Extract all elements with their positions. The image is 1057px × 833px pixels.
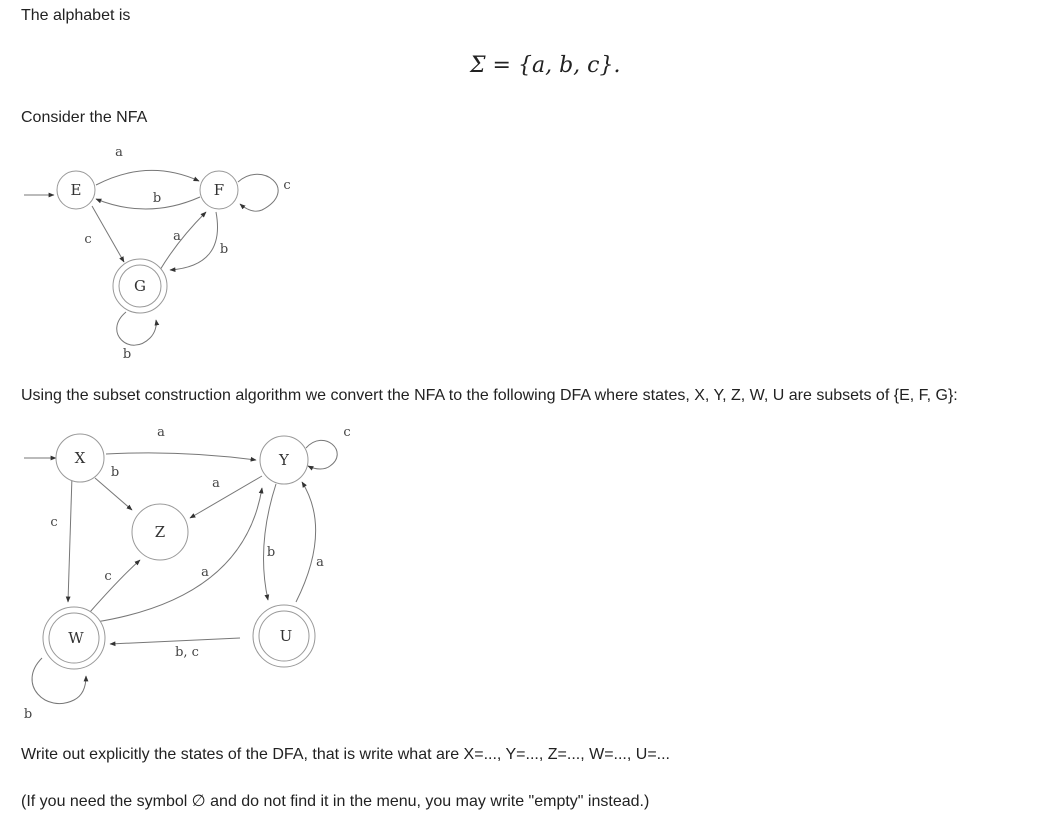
alphabet-intro-text: The alphabet is	[21, 7, 131, 24]
dfa-state-label-x: X	[74, 449, 86, 467]
dfa-edge-label-x-y: a	[157, 425, 165, 440]
nfa-state-label-g: G	[134, 277, 146, 295]
dfa-edge-label-y-z: a	[212, 476, 220, 491]
dfa-edge-u-w	[110, 638, 240, 644]
dfa-edge-w-z	[90, 560, 140, 612]
dfa-edge-x-w	[68, 476, 72, 602]
dfa-edge-label-u-y: a	[316, 555, 324, 570]
nfa-state-label-e: E	[70, 181, 82, 199]
dfa-edge-u-y	[296, 482, 316, 602]
dfa-edge-label-u-w: b, c	[175, 645, 199, 660]
dfa-edge-label-y-u: b	[266, 545, 276, 560]
dfa-diagram	[0, 410, 400, 740]
nfa-edge-label-f-loop: c	[283, 178, 291, 193]
nfa-edge-label-f-e: b	[152, 191, 162, 206]
dfa-state-label-y: Y	[279, 451, 289, 469]
dfa-edge-label-y-loop: c	[343, 425, 351, 440]
nfa-edge-f-loop	[238, 174, 278, 211]
dfa-state-label-w: W	[68, 629, 84, 647]
dfa-edge-label-w-y: a	[201, 565, 209, 580]
nfa-state-label-f: F	[213, 181, 225, 199]
dfa-edge-label-x-z: b	[110, 465, 120, 480]
nfa-edge-label-e-f: a	[115, 145, 123, 160]
nfa-edge-f-e	[96, 197, 200, 209]
dfa-state-label-u: U	[279, 627, 293, 645]
nfa-diagram	[0, 0, 360, 370]
dfa-edge-label-w-z: c	[104, 569, 112, 584]
instruction-text: Write out explicitly the states of the DFA, that is write what are X=..., Y=..., Z=..., W=..., U=...	[21, 746, 670, 763]
nfa-edge-e-f	[96, 170, 199, 185]
nfa-edge-e-g	[92, 206, 124, 262]
nfa-edge-label-g-f: a	[173, 229, 181, 244]
dfa-edge-label-x-w: c	[50, 515, 58, 530]
nfa-edge-g-loop	[117, 312, 157, 345]
nfa-edge-label-e-g: c	[84, 232, 92, 247]
alphabet-formula: Σ = {a, b, c}.	[470, 53, 621, 78]
dfa-edge-x-y	[106, 453, 256, 460]
dfa-edge-y-z	[190, 476, 262, 518]
nfa-edge-g-f	[160, 212, 206, 270]
nfa-edge-label-f-g: b	[219, 242, 229, 257]
dfa-edge-x-z	[95, 478, 132, 510]
dfa-edge-label-w-loop: b	[23, 707, 33, 722]
dfa-state-label-z: Z	[154, 523, 166, 541]
nfa-edge-label-g-loop: b	[122, 347, 132, 362]
dfa-edge-w-y	[96, 488, 262, 622]
empty-set-note: (If you need the symbol ∅ and do not find it in the menu, you may write "empty" instead.)	[21, 793, 650, 810]
dfa-edge-y-loop	[306, 440, 337, 469]
dfa-edge-y-u	[264, 484, 277, 600]
nfa-intro-text: Consider the NFA	[21, 109, 148, 126]
dfa-intro-text: Using the subset construction algorithm we convert the NFA to the following DFA where states, X, Y, Z, W, U are subsets of {E, F, G}:	[21, 387, 958, 404]
